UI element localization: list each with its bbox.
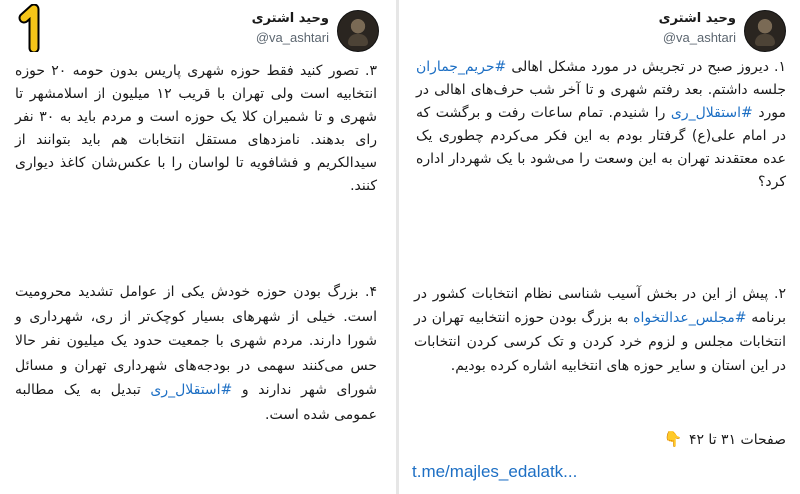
tweet-paragraph-1 [416,56,786,194]
text-line: کشور در برنامه [414,286,787,326]
text-line: تبدیل به یک مطالبه عمومی [15,382,377,423]
number-one-badge-icon [16,4,46,52]
text-line: معتقدند تهران به این وسعت را می‌شود با یک شهردار [448,151,759,167]
author-handle[interactable]: @va_ashtari [255,30,329,45]
text-line: ری، شهرداری و شورا دارند. مردم شهری با جمعیت [15,308,378,349]
avatar[interactable] [337,10,379,52]
text-line: ۲۰ حوزه انتخابیه است ولی تهران با قریب ۱۲ میلیون [15,63,378,102]
text-line: جلسه داشتم. [707,82,786,98]
text-line: کردن و تک کرسی کردن انتخابات در این استان و [414,334,786,374]
avatar[interactable] [744,10,786,52]
hashtag-link[interactable]: #حریم_جماران [416,59,507,75]
author-name[interactable]: وحید اشتری [251,11,329,26]
telegram-link[interactable]: t.me/majles_edalatk... [412,462,578,481]
tweet-paragraph-2 [414,282,786,378]
hashtag-link[interactable]: #استقلال_ری [670,105,753,121]
text-line: فشافویه تا لواسان را با عکس‌شان کاغذ دیواری کنند. [15,155,377,194]
text-line: ۲. پیش از این در بخش آسیب شناسی نظام انتخابات [471,286,786,302]
right-tweet-panel [402,0,800,494]
text-line: ندارند و [241,382,292,398]
text-line: ۱. دیروز صبح در تجریش در مورد مشکل اهالی [511,59,787,75]
text-line: ۴. بزرگ بودن حوزه خودش یکی از عوامل تشدید [78,284,377,300]
left-tweet-panel [0,0,393,494]
text-line: بودجه‌های شهرداری تهران و مسائل شورای شهر [15,357,378,398]
right-tweet-header [546,8,786,50]
text-line: را شنیدم. [608,105,666,121]
hashtag-link[interactable]: #استقلال_ری [150,382,233,398]
tweet-paragraph-3 [15,60,377,198]
tweet-paragraph-4 [15,280,377,427]
text-line: مستقل انتخابات هم باید بتوانند از سیدالکریم و [15,132,378,171]
pages-reference [664,430,786,448]
text-line: شده است. [265,406,330,423]
panel-divider [396,0,399,494]
left-tweet-header [139,8,379,50]
hashtag-link[interactable]: #مجلس_عدالتخواه [633,310,747,326]
author-handle[interactable]: @va_ashtari [662,30,736,45]
text-line: گرفتار بودم به این فکر می‌کردم چطوری یک عده [416,128,786,167]
text-line: تمام ساعات رفت و برگشت که در امام علی(ع) [416,105,787,144]
text-line: ۳. تصور کنید فقط حوزه شهری پاریس بدون حومه [72,63,378,79]
text-line: است و مردم باید به ۳۰ نفر رای بدهند. نامزدهای [15,109,377,148]
text-line: بعد رفتم شهری و تا آخر شب حرف‌های اهالی در مورد [416,82,787,121]
text-line: سایر حوزه های انتخابیه اشاره کرده بودیم. [450,358,696,374]
text-line: حدود یک میلیون نفر حالا حس می‌کنند سهمی در [15,333,377,374]
text-line: حوزه انتخابیه تهران در انتخابات مجلس و لزوم خرد [414,310,786,350]
author-name[interactable]: وحید اشتری [658,11,736,26]
text-line: محرومیت است. خیلی از شهرهای بسیار کوچک‌تر از [15,284,378,325]
text-line: اداره کرد؟ [416,151,786,190]
pages-text: صفحات ۳۱ تا ۴۲ [688,432,786,448]
text-line: به بزرگ بودن [549,310,629,326]
text-line: از اسلامشهر تا شهری و تا شمیران کلا یک حوزه [15,86,377,125]
pointing-down-hand-icon: 👇 [663,430,683,448]
